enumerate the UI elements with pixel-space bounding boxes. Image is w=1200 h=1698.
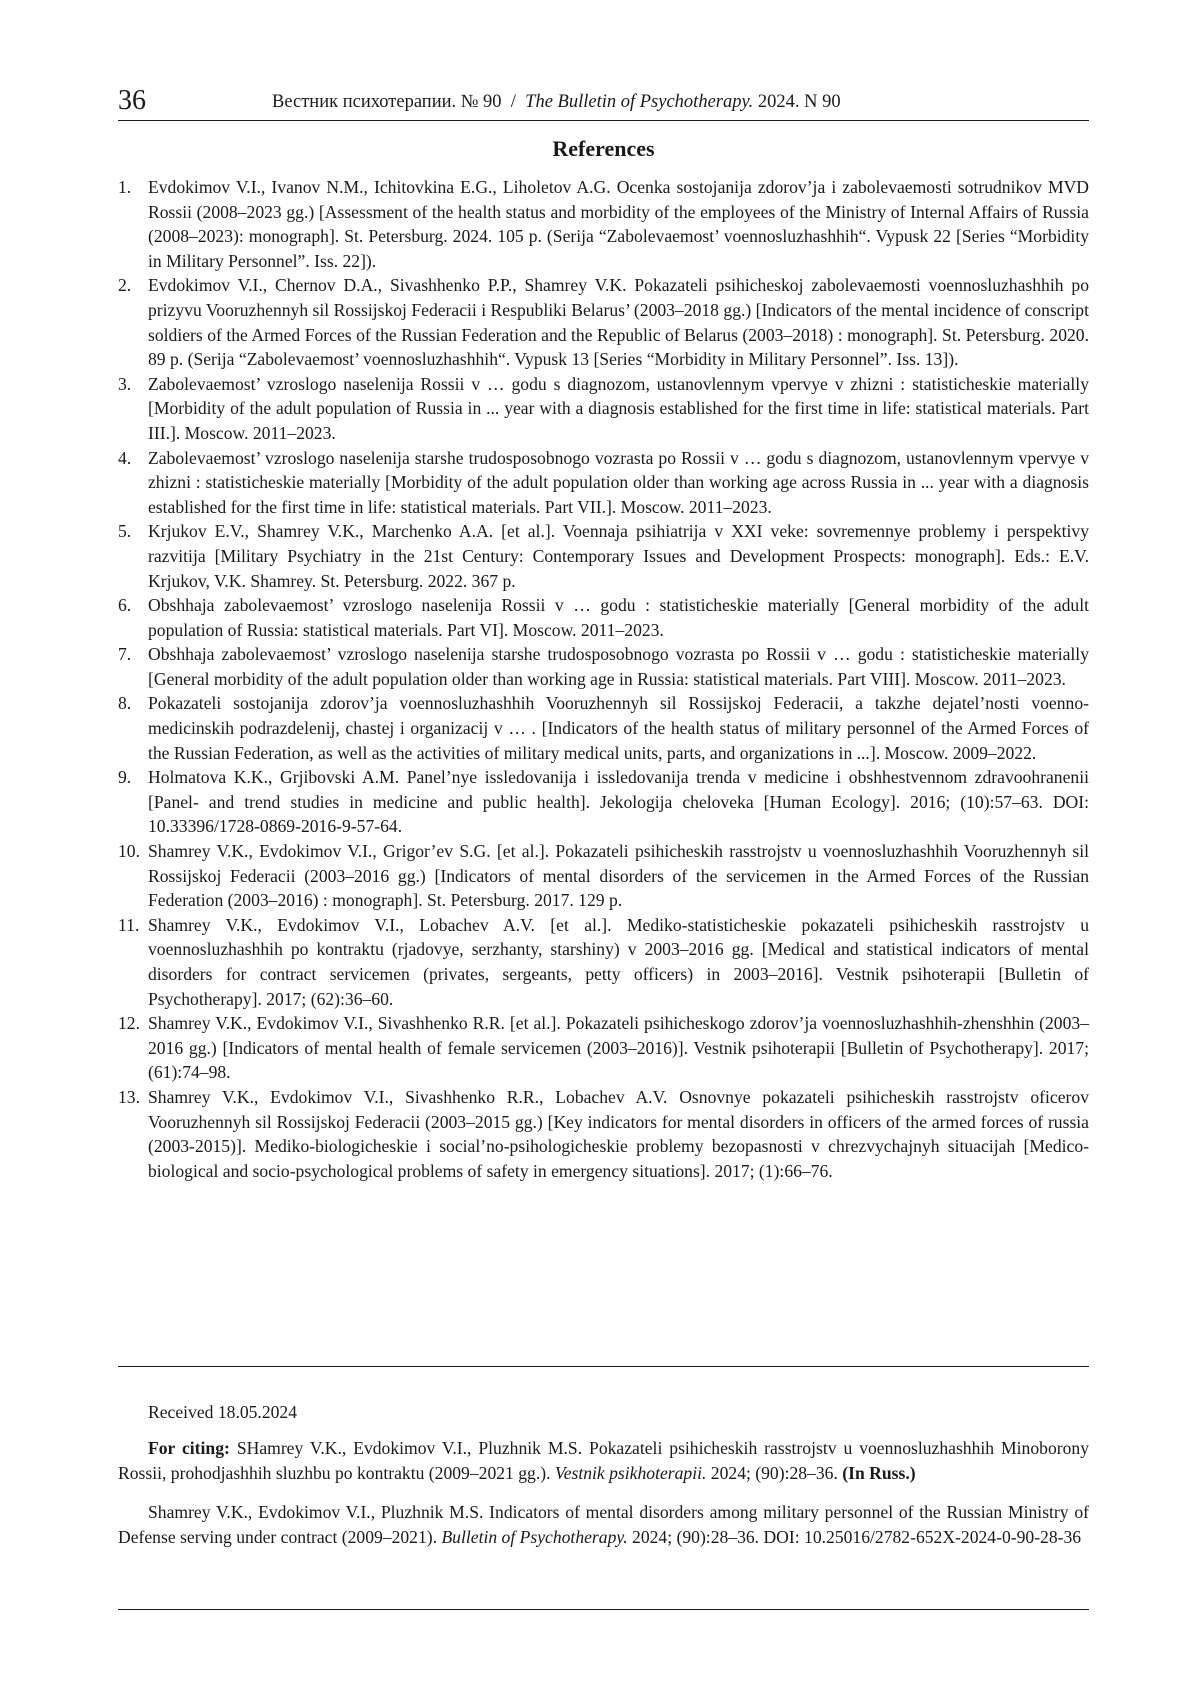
journal-issue-en: 2024. N 90 [757,92,841,112]
reference-item [118,273,1089,371]
reference-number: 7. [118,644,132,665]
citing-ru-text: SHamrey V.K., Evdokimov V.I., Pluzhnik M.S. Pokazateli psihicheskih rasstrojstv u voennosluzhashhih Minoborony Rossii, prohodjashhih sluzhbu po kontraktu (2009–2021 gg.). [118,1438,1089,1483]
citation-english [118,1500,1089,1549]
reference-text: Krjukov E.V., Shamrey V.K., Marchenko A.A. [et al.]. Voennaja psihiatrija v XXI veke: sovremennye problemy i perspektivy razvitija [Military Psychiatry in the 21st Century: Contemporary Issues and Development Prospects: monograph]. Eds.: E.V. Krjukov, V.K. Shamrey. St. Petersburg. 2022. 367 p. [148,521,1089,591]
reference-text: Obshhaja zabolevaemost’ vzroslogo naselenija Rossii v … godu : statisticheskie materially [General morbidity of the adult population of Russia: statistical materials. Part VI]. Moscow. 2011–2023. [148,595,1089,640]
reference-item [118,519,1089,593]
references-title: References [552,136,655,161]
reference-number: 13. [118,1086,140,1107]
journal-title-ru: Вестник психотерапии. № 90 [272,92,502,112]
reference-number: 4. [118,447,132,468]
reference-number: 1. [118,177,132,197]
citation-russian [118,1436,1089,1485]
citing-label: For citing: [148,1438,230,1458]
received-date: Received 18.05.2024 [148,1402,298,1422]
reference-text: Obshhaja zabolevaemost’ vzroslogo naselenija starshe trudosposobnogo vozrasta po Rossii v … godu : statisticheskie materially [General morbidity of the adult population older than working age in Russia: statistical materials. Part VIII]. Moscow. 2011–2023. [148,644,1089,689]
reference-item [118,372,1089,446]
citing-en-journal: Bulletin of Psychotherapy. [441,1526,628,1547]
citing-en-tail: 2024; (90):28–36. DOI: 10.25016/2782-652X-2024-0-90-28-36 [632,1526,1082,1547]
running-header [118,84,1089,118]
reference-text: Shamrey V.K., Evdokimov V.I., Lobachev A.V. [et al.]. Mediko-statisticheskie pokazateli psihicheskih rasstrojstv u voennosluzhashhih po kontraktu (rjadovye, serzhanty, starshiny) v 2003–2016 gg. [Medical and statistical indicators of mental disorders for contract servicemen (privates, sergeants, petty officers) in 2003–2016]. Vestnik psihoterapii [Bulletin of Psychotherapy]. 2017; (62):36–60. [148,914,1089,1009]
reference-number: 9. [118,767,132,788]
section-divider [118,1366,1089,1367]
reference-item [118,1011,1089,1085]
reference-item [118,913,1089,1011]
reference-item [118,446,1089,520]
reference-item [118,642,1089,691]
reference-number: 3. [118,373,132,394]
reference-number: 5. [118,521,132,542]
citing-en-text: Shamrey V.K., Evdokimov V.I., Pluzhnik M.S. Indicators of mental disorders among military personnel of the Russian Ministry of Defense serving under contract (2009–2021). [118,1502,1089,1547]
reference-text: Zabolevaemost’ vzroslogo naselenija starshe trudosposobnogo vozrasta po Rossii v … godu s diagnozom, ustanovlennym vpervye v zhizni : statisticheskie materially [Morbidity of the adult population older than working age across Russia in ... year with a diagnosis established for the first time in life: statistical materials. Part VII.]. Moscow. 2011–2023. [148,447,1089,517]
reference-text: Shamrey V.K., Evdokimov V.I., Sivashhenko R.R., Lobachev A.V. Osnovnye pokazateli psihicheskih rasstrojstv oficerov Vooruzhennyh sil Rossijskoj Federacii (2003–2015 gg.) [Key indicators for mental disorders in officers of the armed forces of russia (2003-2015)]. Mediko-biologicheskie i social’no-psihologicheskie problemy bezopasnosti v chrezvychajnyh situacijah [Medico-biological and socio-psychological problems of safety in emergency situations]. 2017; (1):66–76. [148,1086,1089,1181]
reference-item [118,839,1089,913]
citing-ru-language: (In Russ.) [842,1462,916,1483]
journal-title-en: The Bulletin of Psychotherapy. [525,92,754,112]
reference-item [118,765,1089,839]
reference-item [118,593,1089,642]
header-separator: / [510,92,516,112]
reference-number: 6. [118,595,132,616]
footer-rule [118,1609,1089,1610]
reference-item [118,1085,1089,1183]
references-list [118,175,1089,1183]
reference-text: Pokazateli sostojanija zdorov’ja voennosluzhashhih Vooruzhennyh sil Rossijskoj Federacii, a takzhe dejatel’nosti voenno-medicinskih podrazdelenij, chastej i organizacij v … . [Indicators of the health status of military personnel of the Armed Forces of the Russian Federation, as well as the activities of military medical units, parts, and organizations in ...]. Moscow. 2009–2022. [148,693,1089,763]
journal-title-line [272,90,841,114]
reference-text: Evdokimov V.I., Ivanov N.M., Ichitovkina E.G., Liholetov A.G. Ocenka sostojanija zdorov’ja i zabolevaemosti sotrudnikov MVD Rossii (2008–2023 gg.) [Assessment of the health status and morbidity of the employees of the Ministry of Internal Affairs of Russia (2008–2023): monograph]. St. Petersburg. 2024. 105 p. (Serija “Zabolevaemost’ voennosluzhashhih“. Vypusk 22 [Series “Morbidity in Military Personnel”. Iss. 22]). [148,177,1089,271]
reference-text: Shamrey V.K., Evdokimov V.I., Grigor’ev S.G. [et al.]. Pokazateli psihicheskih rasstrojstv u voennosluzhashhih Vooruzhennyh sil Rossijskoj Federacii (2003–2016 gg.) [Indicators of mental disorders of the servicemen in the Armed Forces of the Russian Federation (2003–2016) : monograph]. St. Petersburg. 2017. 129 p. [148,841,1089,911]
header-rule [118,120,1089,121]
reference-item [118,175,1089,273]
citing-ru-journal: Vestnik psikhoterapii. [554,1462,707,1483]
reference-number: 11. [118,914,140,935]
reference-number: 8. [118,693,132,714]
reference-text: Shamrey V.K., Evdokimov V.I., Sivashhenko R.R. [et al.]. Pokazateli psihicheskogo zdorov’ja voennosluzhashhih-zhenshhin (2003–2016 gg.) [Indicators of mental health of female servicemen (2003–2016)]. Vestnik psihoterapii [Bulletin of Psychotherapy]. 2017; (61):74–98. [148,1013,1089,1083]
reference-number: 10. [118,841,140,862]
reference-text: Zabolevaemost’ vzroslogo naselenija Rossii v … godu s diagnozom, ustanovlennym vpervye v zhizni : statisticheskie materially [Morbidity of the adult population of Russia in ... year with a diagnosis established for the first time in life: statistical materials. Part III.]. Moscow. 2011–2023. [148,373,1089,443]
reference-text: Evdokimov V.I., Chernov D.A., Sivashhenko P.P., Shamrey V.K. Pokazateli psihicheskoj zabolevaemosti voennosluzhashhih po prizyvu Vooruzhennyh sil Rossijskoj Federacii i Respubliki Belarus’ (2003–2018 gg.) [Indicators of the mental incidence of conscript soldiers of the Armed Forces of the Russian Federation and the Republic of Belarus (2003–2018) : monograph]. St. Petersburg. 2020. 89 p. (Serija “Zabolevaemost’ voennosluzhashhih“. Vypusk 13 [Series “Morbidity in Military Personnel”. Iss. 13]). [148,275,1089,370]
page-number: 36 [118,85,146,116]
reference-text: Holmatova K.K., Grjibovski A.M. Panel’nye issledovanija i issledovanija trenda v medicine i obshhestvennom zdravoohranenii [Panel- and trend studies in medicine and public health]. Jekologija cheloveka [Human Ecology]. 2016; (10):57–63. DOI: 10.33396/1728-0869-2016-9-57-64. [148,767,1089,837]
reference-item [118,691,1089,765]
citing-ru-tail: 2024; (90):28–36. [710,1462,838,1483]
reference-number: 2. [118,275,132,296]
reference-number: 12. [118,1013,140,1034]
